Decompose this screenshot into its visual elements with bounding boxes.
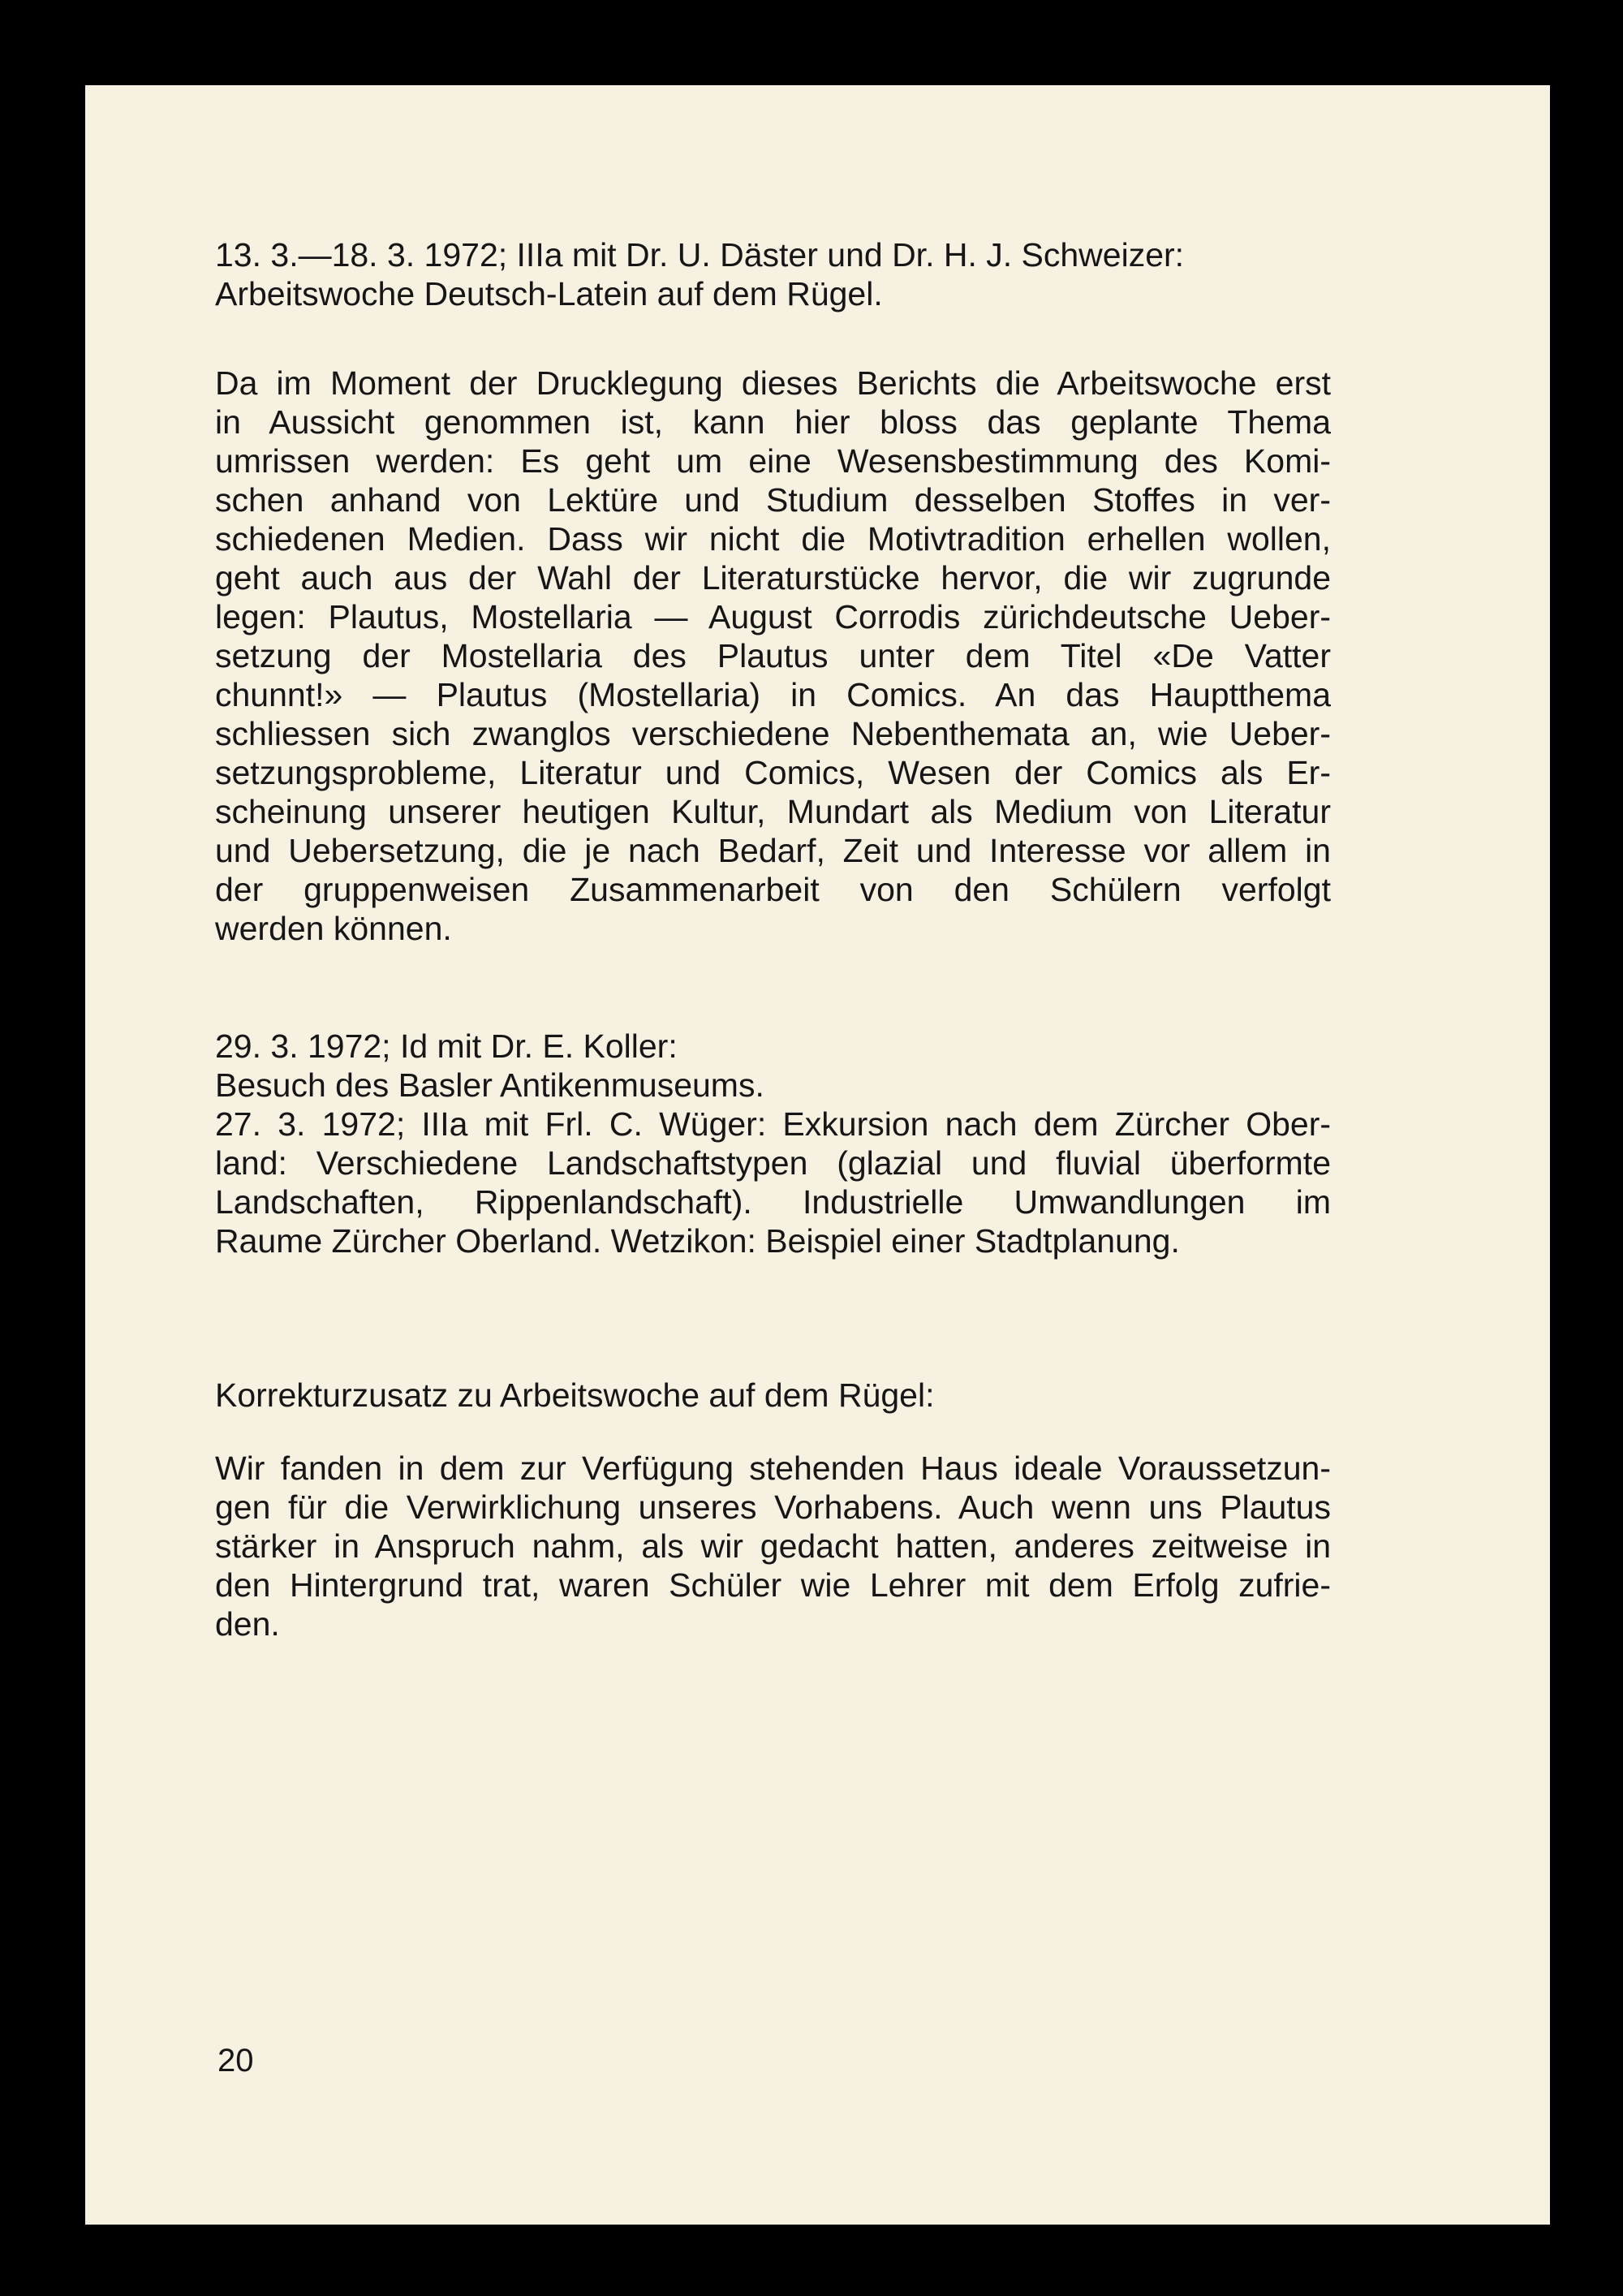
- addendum-heading-line: Korrekturzusatz zu Arbeitswoche auf dem Rügel:: [215, 1376, 935, 1414]
- paragraph-line: schen anhand von Lektüre und Studium desselben Stoffes in ver-: [215, 481, 1331, 519]
- section-excursion: [215, 1105, 1331, 1260]
- paragraph-line: setzungsprobleme, Literatur und Comics, Wesen der Comics als Er-: [215, 754, 1331, 791]
- entry-line: Besuch des Basler Antikenmuseums.: [215, 1066, 764, 1104]
- paragraph-line: umrissen werden: Es geht um eine Wesensbestimmung des Komi-: [215, 442, 1331, 480]
- paragraph-line: chunnt!» — Plautus (Mostellaria) in Comics. An das Hauptthema: [215, 676, 1331, 713]
- paragraph-line: der gruppenweisen Zusammenarbeit von den Schülern verfolgt: [215, 871, 1331, 908]
- entry-line: Landschaften, Rippenlandschaft). Industrielle Umwandlungen im: [215, 1183, 1331, 1221]
- addendum-line: gen für die Verwirklichung unseres Vorhabens. Auch wenn uns Plautus: [215, 1488, 1331, 1526]
- addendum-paragraph: [215, 1449, 1331, 1643]
- paragraph-line: werden können.: [215, 910, 452, 947]
- page-number-text: 20: [217, 2043, 254, 2078]
- paragraph-line: setzung der Mostellaria des Plautus unter dem Titel «De Vatter: [215, 637, 1331, 674]
- paragraph-line: schliessen sich zwanglos verschiedene Nebenthemata an, wie Ueber-: [215, 715, 1331, 752]
- paragraph-line: scheinung unserer heutigen Kultur, Mundart als Medium von Literatur: [215, 793, 1331, 830]
- paragraph-arbeitswoche-description: [215, 364, 1331, 948]
- heading-line: 13. 3.—18. 3. 1972; IIIa mit Dr. U. Däster und Dr. H. J. Schweizer:: [215, 236, 1185, 274]
- paragraph-line: legen: Plautus, Mostellaria — August Corrodis zürichdeutsche Ueber-: [215, 598, 1331, 635]
- addendum-line: Wir fanden in dem zur Verfügung stehenden Haus ideale Voraussetzun-: [215, 1450, 1331, 1487]
- page-number: [217, 2041, 254, 2080]
- entry-line: 29. 3. 1972; Id mit Dr. E. Koller:: [215, 1027, 678, 1065]
- addendum-line: den Hintergrund trat, waren Schüler wie Lehrer mit dem Erfolg zufrie-: [215, 1566, 1331, 1604]
- heading-line: Arbeitswoche Deutsch-Latein auf dem Rügel.: [215, 275, 883, 312]
- document-page: [85, 85, 1550, 2225]
- addendum-line: stärker in Anspruch nahm, als wir gedacht hatten, anderes zeitweise in: [215, 1527, 1331, 1565]
- paragraph-line: geht auch aus der Wahl der Literaturstücke hervor, die wir zugrunde: [215, 559, 1331, 597]
- entry-line: 27. 3. 1972; IIIa mit Frl. C. Wüger: Exkursion nach dem Zürcher Ober-: [215, 1105, 1331, 1143]
- paragraph-line: in Aussicht genommen ist, kann hier bloss das geplante Thema: [215, 403, 1331, 441]
- addendum-heading: [215, 1376, 935, 1415]
- addendum-line: den.: [215, 1605, 280, 1643]
- paragraph-line: schiedenen Medien. Dass wir nicht die Motivtradition erhellen wollen,: [215, 520, 1331, 558]
- paragraph-line: Da im Moment der Drucklegung dieses Berichts die Arbeitswoche erst: [215, 364, 1331, 402]
- entry-line: Raume Zürcher Oberland. Wetzikon: Beispiel einer Stadtplanung.: [215, 1222, 1180, 1260]
- entry-line: land: Verschiedene Landschaftstypen (glazial und fluvial überformte: [215, 1144, 1331, 1182]
- section-museum-visit: [215, 1027, 764, 1105]
- paragraph-line: und Uebersetzung, die je nach Bedarf, Zeit und Interesse vor allem in: [215, 832, 1331, 869]
- section-heading-arbeitswoche: [215, 235, 1184, 313]
